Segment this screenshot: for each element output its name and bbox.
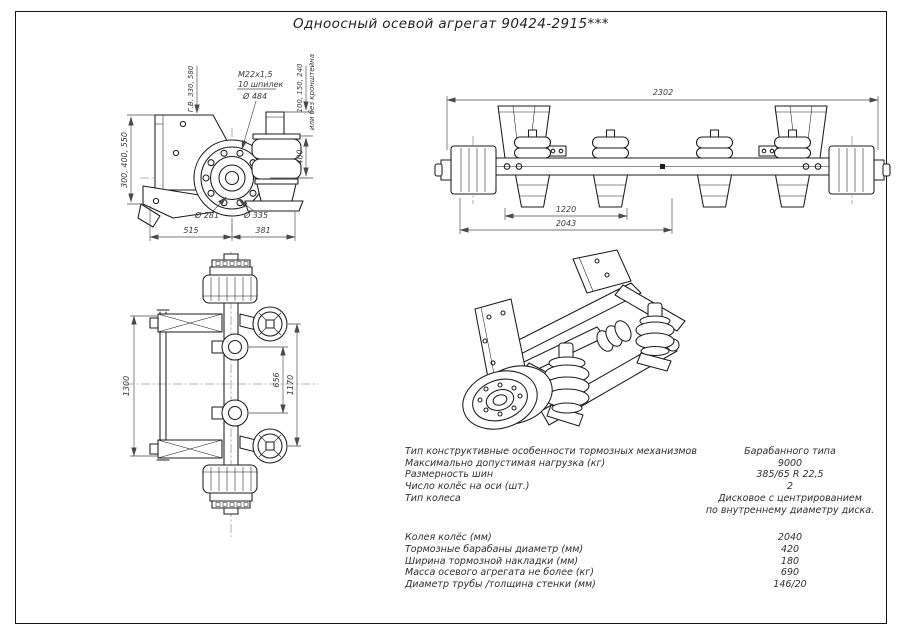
spec-value-line2: по внутреннему диаметру диска. [705, 504, 875, 516]
spec-label: Колея колёс (мм) [405, 532, 492, 544]
dimension-label-515: 515 [183, 226, 199, 235]
lower-arms [516, 175, 810, 207]
spec-row [405, 544, 883, 556]
spec-row [405, 481, 883, 493]
spec-value-line1: Дисковое с центрированием [718, 492, 862, 504]
plan-view-drawing [100, 252, 325, 537]
dimension-label-1170: 1170 [286, 374, 295, 396]
spec-label: Максимально допустимая нагрузка (кг) [405, 457, 606, 469]
front-view-drawing [435, 80, 890, 245]
spec-value: 146/20 [773, 579, 807, 591]
spec-label: Число колёс на оси (шт.) [405, 481, 530, 493]
spec-value: 180 [780, 555, 800, 567]
spec-row [405, 458, 883, 470]
spec-value: 690 [780, 567, 800, 579]
spec-row [405, 567, 883, 579]
spec-value: 420 [780, 543, 800, 555]
side-view-geometry [138, 112, 313, 232]
spec-row [405, 446, 883, 458]
spec-label: Ширина тормозной накладки (мм) [405, 555, 579, 567]
dia281-label: Ø 281 [194, 211, 220, 220]
front-view-geometry [435, 106, 890, 207]
dimension-label-2043: 2043 [555, 219, 577, 228]
spec-label: Тип конструктивные особенности тормозных механизмов [405, 446, 697, 457]
spec-value: 9000 [777, 457, 803, 469]
dimension-label-656: 656 [272, 372, 281, 388]
spec-row [405, 556, 883, 568]
spec-value: 2 [786, 481, 794, 493]
spec-value: 2040 [777, 532, 803, 544]
spec-row [405, 532, 883, 544]
spec-label: Размерность шин [405, 469, 494, 481]
isometric-view-drawing [445, 245, 715, 455]
spec-label: Масса осевого агрегата не более (кг) [405, 567, 594, 579]
spec-label: Тип колеса [405, 492, 461, 504]
spec-label: Диаметр трубы /толщина стенки (мм) [405, 579, 596, 591]
spec-value: 385/65 R 22,5 [756, 469, 824, 481]
spec-value [697, 493, 883, 516]
dimension-label-1220: 1220 [555, 205, 577, 214]
side-view-drawing [55, 20, 345, 250]
spec-label: Тормозные барабаны диаметр (мм) [405, 543, 584, 555]
dimension-label-2302: 2302 [652, 88, 674, 97]
spec-row [405, 469, 883, 481]
spec-row [405, 579, 883, 591]
dimension-label-left-stack: 300, 400, 550 [120, 132, 129, 188]
drawing-title: Одноосный осевой агрегат 90424-2915*** [293, 16, 609, 32]
note-without-bracket: или без кронштейна [308, 53, 316, 131]
spec-value: Барабанного типа [744, 446, 836, 457]
dimension-label-400: 400 [295, 149, 305, 165]
spec-table [405, 446, 883, 591]
dia335-label: Ø 335 [243, 211, 269, 220]
dimension-label-right-stack: 100, 150, 240 [296, 63, 304, 113]
spec-table-group2 [405, 532, 883, 591]
isometric-geometry [455, 250, 685, 438]
note-studs: 10 шпилек [238, 80, 284, 89]
dimension-label-1300: 1300 [122, 375, 131, 397]
dimension-label-ride-height: Г.В. 330, 580 [187, 65, 195, 113]
spec-row [405, 493, 883, 516]
note-dia484: Ø 484 [243, 92, 268, 101]
dimension-label-381: 381 [255, 226, 271, 235]
note-thread: М22х1,5 [238, 70, 273, 79]
